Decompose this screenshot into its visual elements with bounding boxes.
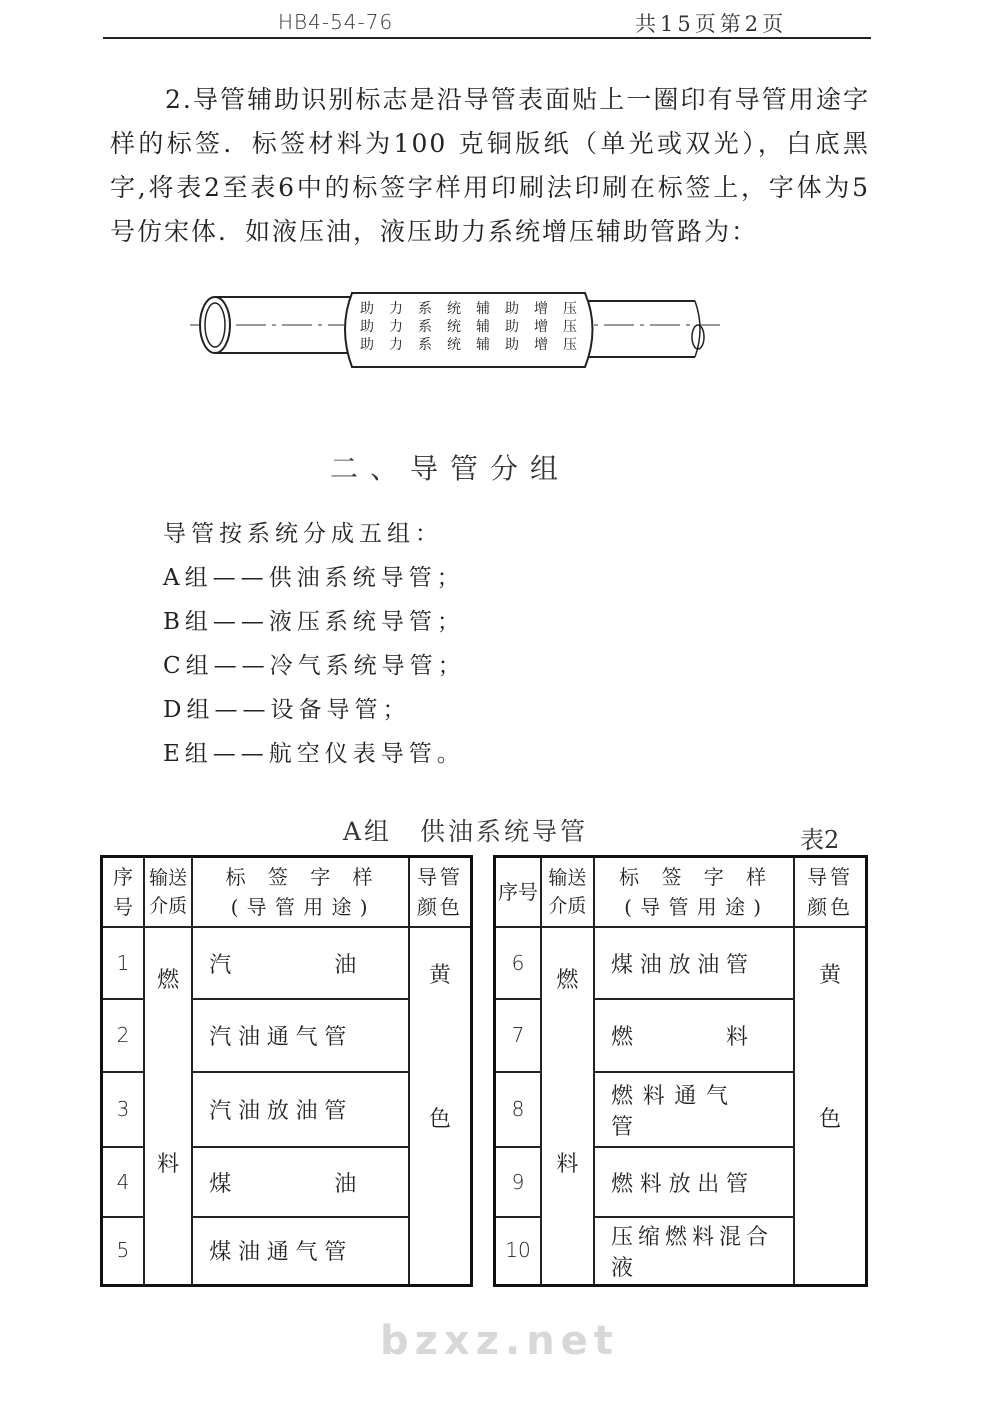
cell-label bbox=[594, 1147, 794, 1217]
cell-label bbox=[192, 1072, 409, 1147]
pipe-label-char: 统 bbox=[447, 301, 461, 317]
cell-seq bbox=[102, 999, 144, 1072]
cell-seq bbox=[495, 999, 541, 1072]
pipe-label-illustration bbox=[190, 285, 730, 375]
table-row bbox=[495, 927, 867, 999]
pipe-label-char: 助 bbox=[360, 319, 374, 335]
label-text: 燃料放出管 bbox=[610, 1171, 751, 1197]
group-name: ——液压系统导管； bbox=[212, 609, 465, 635]
header-color-line1: 导管 bbox=[807, 865, 854, 889]
group-name: ——供油系统导管； bbox=[212, 565, 465, 591]
header-medium bbox=[541, 857, 594, 928]
cell-seq bbox=[102, 1147, 144, 1217]
header-label bbox=[594, 857, 794, 928]
header-seq bbox=[495, 857, 541, 928]
pipe-label-char: 增 bbox=[534, 337, 548, 353]
table-header-row bbox=[495, 857, 867, 928]
seq-text: 1 bbox=[116, 950, 130, 975]
label-text: 汽油放油管 bbox=[209, 1099, 350, 1124]
label-text: 燃料通气管 bbox=[610, 1083, 731, 1140]
header-label-line2: (导管用途) bbox=[624, 895, 765, 919]
pipe-label-char: 助 bbox=[505, 337, 519, 353]
pipe-label-char: 辅 bbox=[476, 301, 490, 317]
group-code: A组 bbox=[163, 565, 213, 591]
pipe-label-char: 系 bbox=[418, 319, 432, 335]
cell-seq bbox=[102, 1072, 144, 1147]
cell-color bbox=[794, 927, 866, 1285]
group-item bbox=[163, 732, 466, 776]
header-seq-text: 序号 bbox=[112, 865, 133, 919]
cell-label bbox=[192, 927, 409, 999]
table-header-row bbox=[102, 857, 472, 928]
cell-label bbox=[192, 1217, 409, 1285]
label-text: 汽油 bbox=[209, 952, 360, 978]
pipe-label-char: 助 bbox=[360, 337, 374, 353]
header-color-line2: 颜色 bbox=[807, 895, 854, 919]
header-label-line2: (导管用途) bbox=[230, 895, 371, 919]
label-text: 燃料 bbox=[610, 1025, 751, 1050]
label-text: 煤油放油管 bbox=[610, 952, 751, 978]
seq-text: 9 bbox=[511, 1169, 525, 1194]
pipe-label-char: 统 bbox=[447, 319, 461, 335]
group-code: E组 bbox=[163, 741, 213, 767]
table-right bbox=[493, 855, 868, 1287]
pipe-label-char: 力 bbox=[389, 319, 403, 335]
medium-char: 料 bbox=[157, 1152, 180, 1177]
color-char: 色 bbox=[428, 1107, 451, 1132]
cell-seq bbox=[495, 927, 541, 999]
pipe-label-char: 力 bbox=[389, 301, 403, 317]
table-title: A组 供油系统导管 bbox=[343, 817, 589, 846]
cell-medium bbox=[541, 927, 594, 1285]
group-code: D组 bbox=[163, 697, 215, 723]
cell-seq bbox=[495, 1217, 541, 1285]
seq-text: 4 bbox=[116, 1169, 130, 1194]
group-name: ——设备导管； bbox=[214, 697, 411, 723]
pipe-label-char: 增 bbox=[534, 319, 548, 335]
group-name: ——冷气系统导管； bbox=[213, 653, 466, 679]
label-text: 汽油通气管 bbox=[209, 1025, 350, 1050]
header-medium-line1: 输送 bbox=[149, 867, 188, 889]
header-color-line2: 颜色 bbox=[416, 895, 463, 919]
group-item bbox=[163, 644, 466, 688]
pipe-label-char: 统 bbox=[447, 337, 461, 353]
pipe-label-char: 力 bbox=[389, 337, 403, 353]
medium-char: 燃 bbox=[157, 968, 180, 993]
group-item bbox=[163, 688, 466, 732]
header-color bbox=[409, 857, 472, 928]
header-medium-line2: 介质 bbox=[548, 895, 587, 917]
cell-label bbox=[594, 1217, 794, 1285]
page-info: 共15页第2页 bbox=[635, 12, 788, 36]
cell-color bbox=[409, 927, 472, 1285]
pipe-label-char: 压 bbox=[563, 319, 577, 335]
seq-text: 2 bbox=[116, 1023, 130, 1047]
group-item bbox=[163, 600, 466, 644]
pipe-label-char: 助 bbox=[360, 301, 374, 317]
header-medium bbox=[144, 857, 192, 928]
cell-label bbox=[192, 999, 409, 1072]
header-label-line1: 标签字样 bbox=[619, 865, 770, 889]
pipe-label-char: 辅 bbox=[476, 337, 490, 353]
header-seq-text: 序号 bbox=[497, 880, 538, 904]
color-char: 黄 bbox=[428, 963, 451, 988]
header-label-line1: 标签字样 bbox=[225, 865, 376, 889]
pipe-label-char: 系 bbox=[418, 337, 432, 353]
document-code: HB4-54-76 bbox=[278, 10, 394, 34]
group-code: C组 bbox=[163, 653, 214, 679]
group-list bbox=[163, 512, 466, 776]
seq-text: 7 bbox=[511, 1023, 525, 1047]
seq-text: 5 bbox=[116, 1238, 130, 1263]
pipe-label-char: 压 bbox=[563, 301, 577, 317]
group-intro: 导管按系统分成五组： bbox=[163, 521, 443, 547]
seq-text: 8 bbox=[511, 1097, 525, 1121]
medium-char: 料 bbox=[556, 1152, 579, 1177]
pipe-label-char: 压 bbox=[563, 337, 577, 353]
cell-label bbox=[192, 1147, 409, 1217]
cell-label bbox=[594, 927, 794, 999]
header-seq bbox=[102, 857, 144, 928]
group-name: ——航空仪表导管。 bbox=[212, 741, 465, 767]
pipe-label-char: 辅 bbox=[476, 319, 490, 335]
color-char: 色 bbox=[819, 1107, 842, 1132]
pipe-label-char: 增 bbox=[534, 301, 548, 317]
watermark: bzxz.net bbox=[380, 1318, 619, 1364]
pipe-label-char: 助 bbox=[505, 319, 519, 335]
color-char: 黄 bbox=[819, 963, 842, 988]
pipe-label-char: 助 bbox=[505, 301, 519, 317]
table-number: 表2 bbox=[800, 826, 840, 854]
label-text: 煤油通气管 bbox=[209, 1240, 350, 1266]
cell-seq bbox=[495, 1147, 541, 1217]
header-medium-line2: 介质 bbox=[149, 895, 188, 917]
medium-char: 燃 bbox=[556, 968, 579, 993]
cell-seq bbox=[102, 927, 144, 999]
group-code: B组 bbox=[163, 609, 213, 635]
header-color-line1: 导管 bbox=[416, 865, 463, 889]
header-color bbox=[794, 857, 866, 928]
seq-text: 3 bbox=[116, 1097, 130, 1121]
pipe-label-char: 系 bbox=[418, 301, 432, 317]
cell-seq bbox=[102, 1217, 144, 1285]
paragraph-label-description: 2.导管辅助识别标志是沿导管表面贴上一圈印有导管用途字样的标签．标签材料为100 克铜版纸（单光或双光），白底黑字,将表2至表6中的标签字样用印刷法印刷在标签上，字体为5号仿宋体．如液压油，液压助力系统增压辅助管路为： bbox=[110, 85, 870, 246]
table-row bbox=[102, 927, 472, 999]
section-title: 二、导管分组 bbox=[330, 452, 571, 485]
seq-text: 10 bbox=[505, 1238, 531, 1263]
seq-text: 6 bbox=[511, 950, 525, 975]
label-text: 煤油 bbox=[209, 1171, 360, 1197]
cell-label bbox=[594, 999, 794, 1072]
label-text: 压缩燃料混合液 bbox=[610, 1224, 771, 1281]
cell-medium bbox=[144, 927, 192, 1285]
header-rule bbox=[103, 37, 871, 39]
table-left bbox=[100, 855, 473, 1287]
cell-label bbox=[594, 1072, 794, 1147]
header-medium-line1: 输送 bbox=[548, 867, 587, 889]
header-label bbox=[192, 857, 409, 928]
group-item bbox=[163, 556, 466, 600]
cell-seq bbox=[495, 1072, 541, 1147]
